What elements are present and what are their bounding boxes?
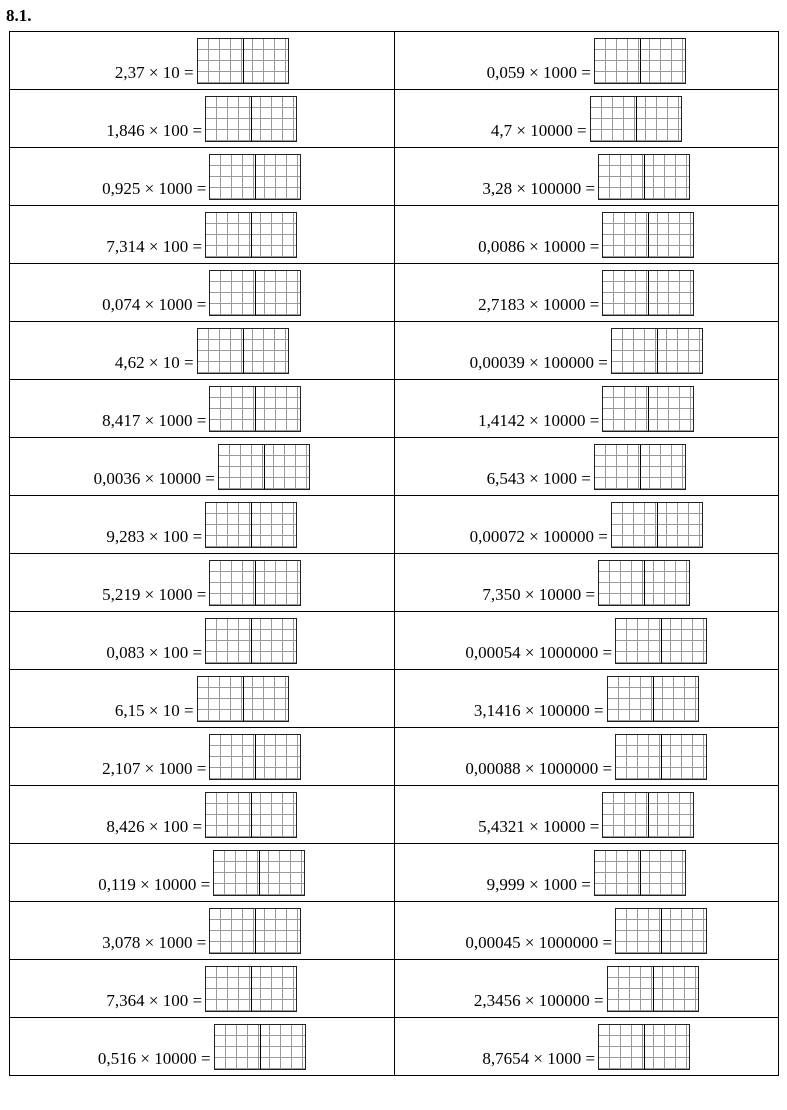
answer-grid[interactable] <box>205 618 297 664</box>
multiplication-expression: 4,7 × 10000 = <box>490 121 587 140</box>
exercise-cell-left <box>10 438 395 496</box>
exercise-cell-left <box>10 1018 395 1076</box>
multiplication-expression: 3,28 × 100000 = <box>482 179 596 198</box>
answer-grid[interactable] <box>607 676 699 722</box>
exercise-table <box>9 31 779 1076</box>
exercise-item <box>478 792 694 843</box>
answer-grid[interactable] <box>602 386 694 432</box>
answer-grid[interactable] <box>602 792 694 838</box>
exercise-item <box>478 212 694 263</box>
exercise-item <box>106 502 297 553</box>
multiplication-expression: 9,999 × 1000 = <box>486 875 591 894</box>
exercise-item <box>98 850 305 901</box>
exercise-item <box>482 1024 690 1075</box>
answer-grid[interactable] <box>209 154 301 200</box>
answer-grid[interactable] <box>209 270 301 316</box>
multiplication-expression: 5,4321 × 10000 = <box>478 817 600 836</box>
multiplication-expression: 7,364 × 100 = <box>106 991 203 1010</box>
answer-grid[interactable] <box>205 502 297 548</box>
exercise-cell-left <box>10 90 395 148</box>
multiplication-expression: 1,846 × 100 = <box>106 121 203 140</box>
exercise-item <box>487 38 686 89</box>
answer-grid[interactable] <box>205 96 297 142</box>
answer-grid[interactable] <box>209 386 301 432</box>
exercise-row <box>10 264 779 322</box>
exercise-item <box>470 502 703 553</box>
exercise-row <box>10 554 779 612</box>
exercise-cell-right <box>394 786 779 844</box>
exercise-item <box>115 328 289 379</box>
answer-grid[interactable] <box>615 908 707 954</box>
multiplication-expression: 0,059 × 1000 = <box>486 63 591 82</box>
exercise-cell-right <box>394 902 779 960</box>
multiplication-expression: 0,925 × 1000 = <box>102 179 207 198</box>
exercise-cell-right <box>394 612 779 670</box>
answer-grid[interactable] <box>205 792 297 838</box>
multiplication-expression: 1,4142 × 10000 = <box>478 411 600 430</box>
exercise-row <box>10 438 779 496</box>
multiplication-expression: 2,37 × 10 = <box>114 63 194 82</box>
multiplication-expression: 8,426 × 100 = <box>106 817 203 836</box>
answer-grid[interactable] <box>594 444 686 490</box>
exercise-item <box>115 676 289 727</box>
multiplication-expression: 0,00088 × 1000000 = <box>465 759 613 778</box>
multiplication-expression: 4,62 × 10 = <box>114 353 194 372</box>
exercise-item <box>106 96 297 147</box>
exercise-item <box>102 734 301 785</box>
answer-grid[interactable] <box>197 38 289 84</box>
answer-grid[interactable] <box>598 154 690 200</box>
exercise-item <box>102 386 301 437</box>
exercise-cell-left <box>10 844 395 902</box>
exercise-item <box>102 560 301 611</box>
answer-grid[interactable] <box>598 560 690 606</box>
multiplication-expression: 2,7183 × 10000 = <box>478 295 600 314</box>
exercise-row <box>10 1018 779 1076</box>
exercise-cell-right <box>394 728 779 786</box>
multiplication-expression: 0,00054 × 1000000 = <box>465 643 613 662</box>
exercise-cell-right <box>394 1018 779 1076</box>
answer-grid[interactable] <box>602 270 694 316</box>
exercise-cell-right <box>394 148 779 206</box>
exercise-item <box>487 850 686 901</box>
exercise-cell-left <box>10 786 395 844</box>
multiplication-expression: 0,516 × 10000 = <box>97 1049 211 1068</box>
multiplication-expression: 9,283 × 100 = <box>106 527 203 546</box>
exercise-cell-right <box>394 90 779 148</box>
answer-grid[interactable] <box>594 850 686 896</box>
exercise-heading: 8.1. <box>6 6 32 25</box>
exercise-item <box>478 386 694 437</box>
exercise-row <box>10 612 779 670</box>
multiplication-expression: 2,3456 × 100000 = <box>473 991 604 1010</box>
exercise-row <box>10 322 779 380</box>
exercise-cell-right <box>394 206 779 264</box>
exercise-item <box>115 38 289 89</box>
exercise-cell-left <box>10 322 395 380</box>
exercise-cell-left <box>10 902 395 960</box>
multiplication-expression: 0,0036 × 10000 = <box>93 469 215 488</box>
multiplication-expression: 2,107 × 1000 = <box>102 759 207 778</box>
exercise-item <box>482 154 690 205</box>
answer-grid[interactable] <box>209 734 301 780</box>
answer-grid[interactable] <box>594 38 686 84</box>
exercise-cell-left <box>10 496 395 554</box>
multiplication-expression: 5,219 × 1000 = <box>102 585 207 604</box>
exercise-row <box>10 206 779 264</box>
exercise-cell-right <box>394 32 779 90</box>
exercise-cell-right <box>394 322 779 380</box>
multiplication-expression: 0,0086 × 10000 = <box>478 237 600 256</box>
exercise-row <box>10 380 779 438</box>
exercise-cell-left <box>10 206 395 264</box>
answer-grid[interactable] <box>611 328 703 374</box>
multiplication-expression: 3,1416 × 100000 = <box>473 701 604 720</box>
multiplication-expression: 7,350 × 10000 = <box>482 585 596 604</box>
exercise-cell-right <box>394 380 779 438</box>
exercise-row <box>10 902 779 960</box>
exercise-row <box>10 728 779 786</box>
exercise-cell-right <box>394 264 779 322</box>
exercise-cell-right <box>394 496 779 554</box>
exercise-cell-right <box>394 438 779 496</box>
multiplication-expression: 3,078 × 1000 = <box>102 933 207 952</box>
exercise-item <box>465 734 707 785</box>
exercise-cell-right <box>394 844 779 902</box>
exercise-cell-right <box>394 670 779 728</box>
exercise-cell-right <box>394 554 779 612</box>
multiplication-expression: 8,7654 × 1000 = <box>482 1049 596 1068</box>
exercise-item <box>106 212 297 263</box>
answer-grid[interactable] <box>197 676 289 722</box>
answer-grid[interactable] <box>615 618 707 664</box>
exercise-item <box>94 444 310 495</box>
exercise-item <box>482 560 690 611</box>
answer-grid[interactable] <box>590 96 682 142</box>
exercise-row <box>10 148 779 206</box>
exercise-item <box>465 618 707 669</box>
exercise-row <box>10 844 779 902</box>
answer-grid[interactable] <box>214 1024 306 1070</box>
exercise-item <box>487 444 686 495</box>
exercise-cell-left <box>10 728 395 786</box>
exercise-row <box>10 960 779 1018</box>
exercise-cell-left <box>10 148 395 206</box>
multiplication-expression: 8,417 × 1000 = <box>102 411 207 430</box>
exercise-item <box>106 966 297 1017</box>
exercise-item <box>465 908 707 959</box>
exercise-item <box>474 966 699 1017</box>
exercise-row <box>10 496 779 554</box>
answer-grid[interactable] <box>213 850 305 896</box>
exercise-cell-left <box>10 554 395 612</box>
exercise-item <box>106 792 297 843</box>
exercise-cell-left <box>10 32 395 90</box>
exercise-row <box>10 670 779 728</box>
exercise-item <box>102 270 301 321</box>
answer-grid[interactable] <box>611 502 703 548</box>
exercise-cell-left <box>10 264 395 322</box>
answer-grid[interactable] <box>209 560 301 606</box>
answer-grid[interactable] <box>615 734 707 780</box>
exercise-item <box>106 618 297 669</box>
multiplication-expression: 6,543 × 1000 = <box>486 469 591 488</box>
exercise-cell-left <box>10 380 395 438</box>
answer-grid[interactable] <box>205 966 297 1012</box>
exercise-item <box>102 154 301 205</box>
multiplication-expression: 0,119 × 10000 = <box>98 875 211 894</box>
exercise-item <box>470 328 703 379</box>
exercise-cell-left <box>10 960 395 1018</box>
answer-grid[interactable] <box>209 908 301 954</box>
multiplication-expression: 0,074 × 1000 = <box>102 295 207 314</box>
exercise-row <box>10 90 779 148</box>
answer-grid[interactable] <box>197 328 289 374</box>
answer-grid[interactable] <box>205 212 297 258</box>
multiplication-expression: 7,314 × 100 = <box>106 237 203 256</box>
exercise-cell-left <box>10 612 395 670</box>
multiplication-expression: 0,00039 × 100000 = <box>469 353 608 372</box>
exercise-row <box>10 786 779 844</box>
exercise-cell-left <box>10 670 395 728</box>
exercise-cell-right <box>394 960 779 1018</box>
exercise-item <box>98 1024 306 1075</box>
multiplication-expression: 0,00072 × 100000 = <box>469 527 608 546</box>
exercise-item <box>102 908 301 959</box>
answer-grid[interactable] <box>602 212 694 258</box>
exercise-item <box>478 270 694 321</box>
answer-grid[interactable] <box>598 1024 690 1070</box>
multiplication-expression: 0,083 × 100 = <box>106 643 203 662</box>
exercise-item <box>474 676 699 727</box>
answer-grid[interactable] <box>607 966 699 1012</box>
exercise-row <box>10 32 779 90</box>
multiplication-expression: 0,00045 × 1000000 = <box>465 933 613 952</box>
exercise-item <box>491 96 682 147</box>
multiplication-expression: 6,15 × 10 = <box>114 701 194 720</box>
answer-grid[interactable] <box>218 444 310 490</box>
